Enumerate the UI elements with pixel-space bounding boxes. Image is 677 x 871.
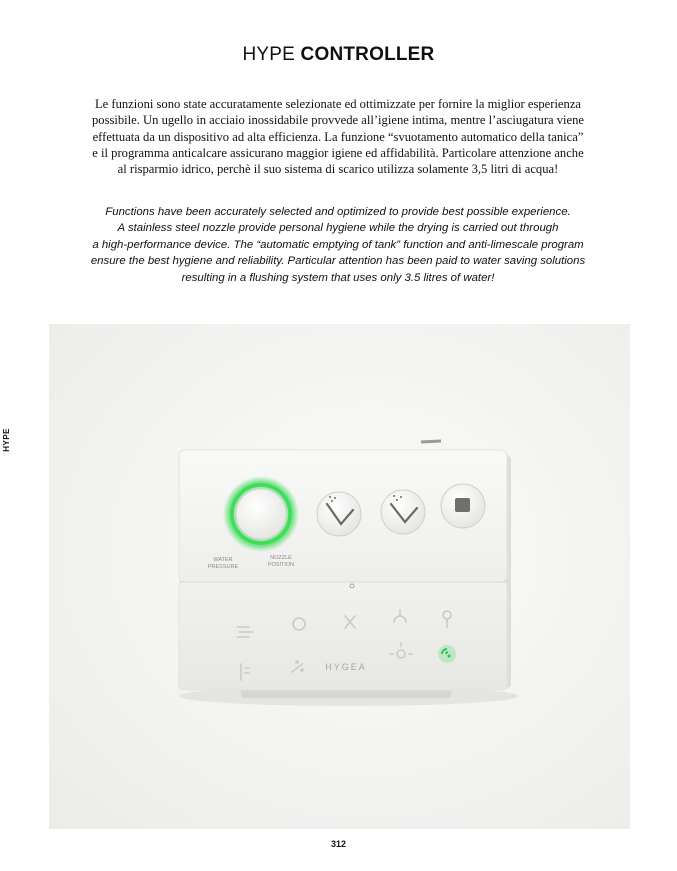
english-paragraph [58, 204, 618, 286]
side-label-text: HYPE [2, 428, 11, 452]
stop-button[interactable] [441, 484, 485, 528]
nozzle-position-label: NOZZLE [270, 555, 292, 561]
page-number: 312 [330, 839, 347, 849]
italian-line: e il programma anticalcare assicurano maggior igiene ed affidabilità. Particolare attenzione anche [92, 145, 584, 160]
controller-illustration [49, 324, 630, 829]
side-section-label [2, 428, 22, 458]
title-bold: CONTROLLER [300, 44, 435, 65]
italian-paragraph [58, 96, 618, 177]
english-line: Functions have been accurately selected and optimized to provide best possible experience. [105, 206, 571, 218]
italian-line: Le funzioni sono state accuratamente selezionate ed ottimizzate per fornire la miglior esperienza [94, 97, 582, 111]
page-title [0, 44, 677, 66]
wash-front-button[interactable] [381, 490, 425, 534]
water-pressure-label: PRESSURE [207, 564, 239, 570]
italian-line: effettuata da un dispositivo ad alta efficienza. La funzione “svuotamento automatico della tanica” [92, 129, 584, 144]
water-pressure-knob[interactable] [236, 489, 286, 539]
english-line: resulting in a flushing system that uses only 3.5 litres of water! [181, 271, 495, 284]
brand-logo-text: HYGEA [325, 662, 367, 672]
title-light: HYPE [242, 44, 296, 65]
english-line: A stainless steel nozzle provide personal hygiene while the drying is carried out through [117, 222, 559, 235]
nozzle-position-label: POSITION [267, 562, 295, 568]
wash-rear-button[interactable] [317, 492, 361, 536]
wireless-icon[interactable] [438, 645, 456, 663]
water-pressure-label: WATER [213, 557, 233, 563]
italian-line: possibile. Un ugello in acciaio inossidabile provvede all’igiene intima, mentre l’asciugatura viene [91, 113, 585, 128]
controller-bottom-panel [179, 582, 507, 690]
italian-line: al risparmio idrico, perchè il suo sistema di scarico utilizza solamente 3,5 litri di acqua! [117, 162, 559, 177]
product-photo [49, 324, 630, 829]
english-line: ensure the best hygiene and reliability. Particular attention has been paid to water saving solutions [90, 255, 586, 268]
english-line: a high-performance device. The “automatic emptying of tank” function and anti-limescale program [92, 238, 584, 251]
